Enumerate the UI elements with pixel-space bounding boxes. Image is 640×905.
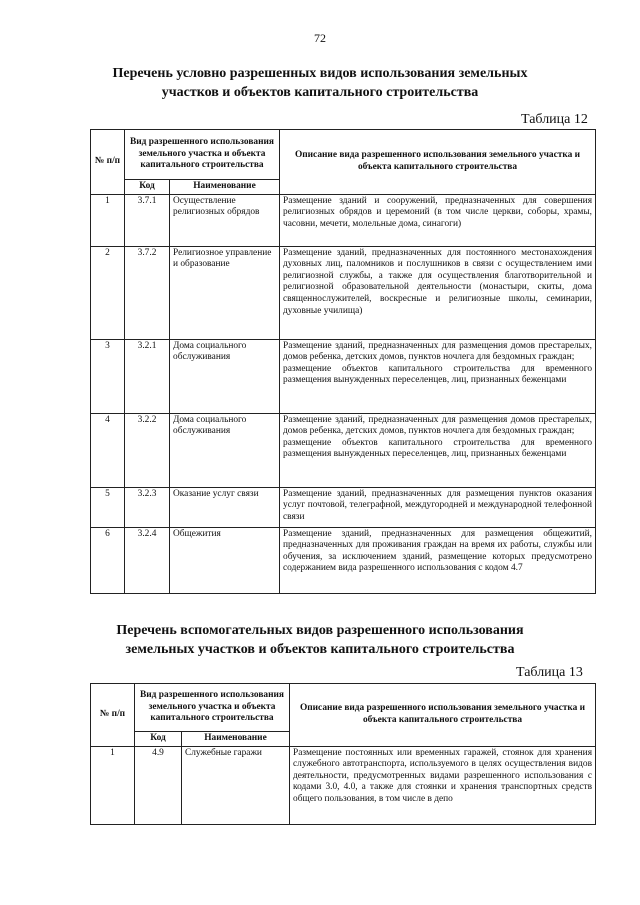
row-num: 3 [91,339,125,413]
row-code: 3.2.1 [125,339,170,413]
table-row [91,339,596,413]
header-num: № п/п [91,130,125,195]
row-desc: Размещение зданий и сооружений, предназначенных для совершения религиозных обрядов и церемоний (в том числе церкви, соборы, храмы, часовни, мечети, молельные дома, синагоги) [280,194,596,246]
row-name: Общежития [170,527,280,593]
row-code: 4.9 [135,746,182,824]
section1-title-line2: участков и объектов капитального строительства [161,85,479,100]
header-name: Наименование [182,732,290,747]
row-desc-part1: Размещение зданий, предназначенных для размещения домов престарелых, домов ребенка, детских домов, пунктов ночлега для бездомных граждан; [283,340,593,363]
row-desc-part2: размещение объектов капитального строительства для временного размещения вынужденных переселенцев, лиц, признанных беженцами [283,437,593,460]
section2-title-line1: Перечень вспомогательных видов разрешенного использования [116,623,524,638]
row-code: 3.7.1 [125,194,170,246]
row-code: 3.2.2 [125,413,170,487]
row-name: Дома социального обслуживания [170,413,280,487]
header-desc: Описание вида разрешенного использования земельного участка и объекта капитального строительства [280,130,596,195]
table-row [91,246,596,339]
row-desc: Размещение зданий, предназначенных для постоянного местонахождения духовных лиц, паломников и послушников в связи с осуществлением ими религиозной службы, а также для осуществления благотворительной и религиозной образовательной деятельности (монастыри, скиты, дома священнослужителей, воскресные и религиозные школы, семинарии, духовные училища) [280,246,596,339]
header-num: № п/п [91,684,135,747]
header-kod: Код [125,180,170,195]
row-desc: Размещение зданий, предназначенных для размещения общежитий, предназначенных для проживания граждан на время их работы, службы или обучения, за исключением зданий, размещение которых предусмотрено содержанием вида разрешенного использования с кодом 4.7 [280,527,596,593]
header-kod: Код [135,732,182,747]
header-name: Наименование [170,180,280,195]
section2-title-line2: земельных участков и объектов капитального строительства [125,642,515,657]
row-num: 1 [91,194,125,246]
row-name: Служебные гаражи [182,746,290,824]
row-num: 1 [91,746,135,824]
row-desc-part2: размещение объектов капитального строительства для временного размещения вынужденных переселенцев, лиц, признанных беженцами [283,363,593,386]
row-name: Осуществление религиозных обрядов [170,194,280,246]
table-row [91,527,596,593]
row-code: 3.7.2 [125,246,170,339]
row-name: Дома социального обслуживания [170,339,280,413]
table-12 [90,129,596,594]
table13-label: Таблица 13 [516,665,583,680]
table-row [91,413,596,487]
row-num: 5 [91,487,125,527]
page-number: 72 [314,31,326,45]
row-code: 3.2.3 [125,487,170,527]
row-desc-part1: Размещение зданий, предназначенных для размещения домов престарелых, домов ребенка, детских домов, пунктов ночлега для бездомных граждан; [283,414,593,437]
header-desc: Описание вида разрешенного использования земельного участка и объекта капитального строительства [290,684,596,747]
header-vid: Вид разрешенного использования земельного участка и объекта капитального строительства [135,684,290,732]
row-desc: Размещение зданий, предназначенных для размещения пунктов оказания услуг почтовой, телеграфной, междугородней и международной телефонной связи [280,487,596,527]
table12-label: Таблица 12 [521,112,588,127]
table-row [91,194,596,246]
row-num: 4 [91,413,125,487]
section1-title-line1: Перечень условно разрешенных видов использования земельных [112,66,528,81]
table-row [91,487,596,527]
row-name: Религиозное управление и образование [170,246,280,339]
row-desc [280,413,596,487]
row-name: Оказание услуг связи [170,487,280,527]
header-vid: Вид разрешенного использования земельного участка и объекта капитального строительства [125,130,280,180]
table-13 [90,683,596,825]
row-desc [280,339,596,413]
row-num: 2 [91,246,125,339]
row-num: 6 [91,527,125,593]
table-row [91,746,596,824]
row-code: 3.2.4 [125,527,170,593]
row-desc: Размещение постоянных или временных гаражей, стоянок для хранения служебного автотранспорта, используемого в целях осуществления видов деятельности, предусмотренных видами разрешенного использования с кодами 3.0, 4.0, а также для стоянки и хранения транспортных средств общего пользования, в том числе в депо [290,746,596,824]
